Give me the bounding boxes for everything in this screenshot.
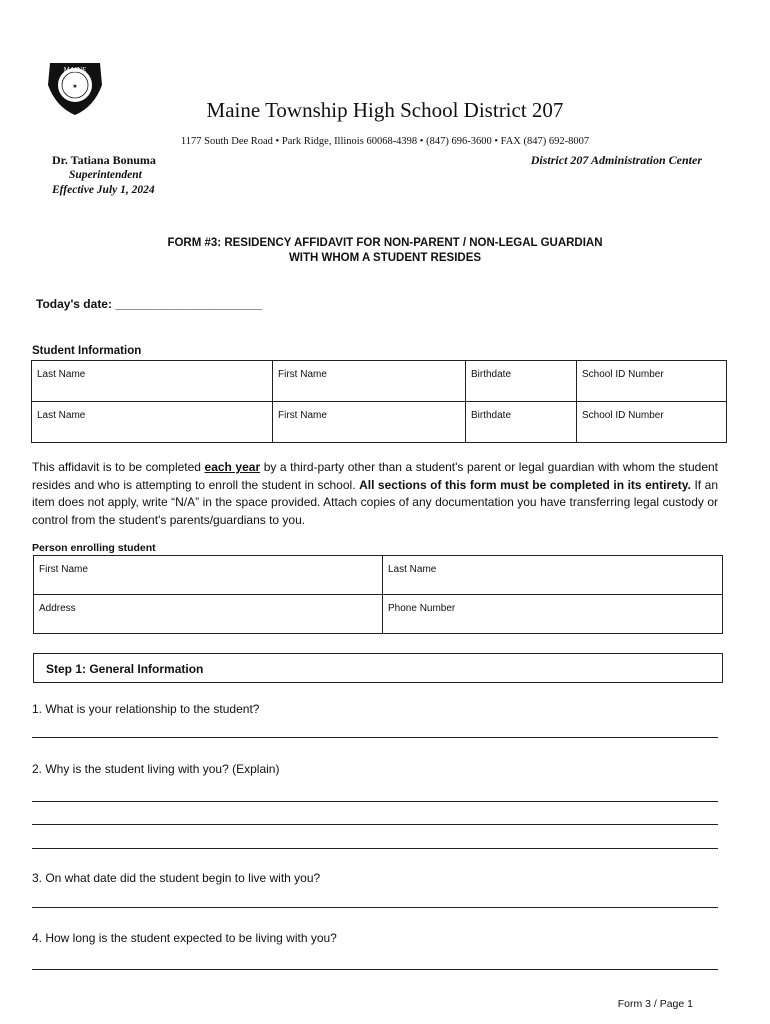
student-info-table [31, 360, 727, 443]
first-name-cell[interactable]: First Name [273, 402, 466, 443]
district-address: 1177 South Dee Road • Park Ridge, Illinois 60068-4398 • (847) 696-3600 • FAX (847) 692-8007 [180, 136, 590, 147]
table-row [32, 402, 727, 443]
enroller-first-name-cell[interactable]: First Name [34, 556, 383, 595]
affidavit-instructions [32, 459, 718, 529]
superintendent-name: Dr. Tatiana Bonuma [52, 153, 156, 167]
todays-date-field[interactable]: Today's date: ______________________ [36, 297, 263, 311]
form-title-line2: WITH WHOM A STUDENT RESIDES [288, 252, 482, 264]
superintendent-title: Superintendent [69, 169, 142, 181]
logo-text: MAINE [63, 66, 87, 74]
step1-header [33, 653, 723, 683]
affidavit-text-1: This affidavit is to be completed [32, 460, 205, 474]
effective-date: Effective July 1, 2024 [52, 184, 155, 196]
question-2: 2. Why is the student living with you? (Explain) [32, 762, 280, 776]
page-number: Form 3 / Page 1 [617, 998, 693, 1010]
answer-line[interactable] [32, 801, 718, 802]
form-title-line1: FORM #3: RESIDENCY AFFIDAVIT FOR NON-PARENT / NON-LEGAL GUARDIAN [167, 237, 603, 249]
table-row [34, 556, 723, 595]
affidavit-emphasis: each year [204, 460, 261, 474]
enroller-last-name-cell[interactable]: Last Name [383, 556, 723, 595]
district-name: Maine Township High School District 207 [206, 98, 564, 122]
school-id-cell[interactable]: School ID Number [577, 361, 727, 402]
student-info-label: Student Information [32, 345, 142, 357]
birthdate-cell[interactable]: Birthdate [466, 402, 577, 443]
table-row [34, 595, 723, 634]
question-3: 3. On what date did the student begin to live with you? [32, 871, 321, 885]
answer-line[interactable] [32, 848, 718, 849]
enroller-address-cell[interactable]: Address [34, 595, 383, 634]
table-row [32, 361, 727, 402]
svg-text:★: ★ [72, 84, 78, 90]
affidavit-text-2: by a third-party other than a student's parent or legal guardian with whom the student resides and who is attempting to enroll the student in school. [32, 460, 719, 492]
question-4: 4. How long is the student expected to be living with you? [32, 931, 337, 945]
question-1: 1. What is your relationship to the student? [32, 702, 260, 716]
enrolling-person-label: Person enrolling student [32, 542, 156, 554]
first-name-cell[interactable]: First Name [273, 361, 466, 402]
affidavit-text-3: If an item does not apply, write “N/A” in the space provided. Attach copies of any documentation you have transferring legal custody or control from the student's parents/guardians to you. [32, 477, 718, 527]
answer-line[interactable] [32, 824, 718, 825]
last-name-cell[interactable]: Last Name [32, 402, 273, 443]
answer-line[interactable] [32, 737, 718, 738]
answer-line[interactable] [32, 969, 718, 970]
affidavit-bold: All sections of this form must be completed in its entirety. [359, 477, 691, 492]
admin-center: District 207 Administration Center [530, 153, 702, 167]
enroller-phone-cell[interactable]: Phone Number [383, 595, 723, 634]
step1-label: Step 1: General Information [46, 662, 204, 676]
answer-line[interactable] [32, 907, 718, 908]
last-name-cell[interactable]: Last Name [32, 361, 273, 402]
birthdate-cell[interactable]: Birthdate [466, 361, 577, 402]
enrolling-person-table [33, 555, 723, 634]
form-title [0, 236, 770, 266]
school-id-cell[interactable]: School ID Number [577, 402, 727, 443]
